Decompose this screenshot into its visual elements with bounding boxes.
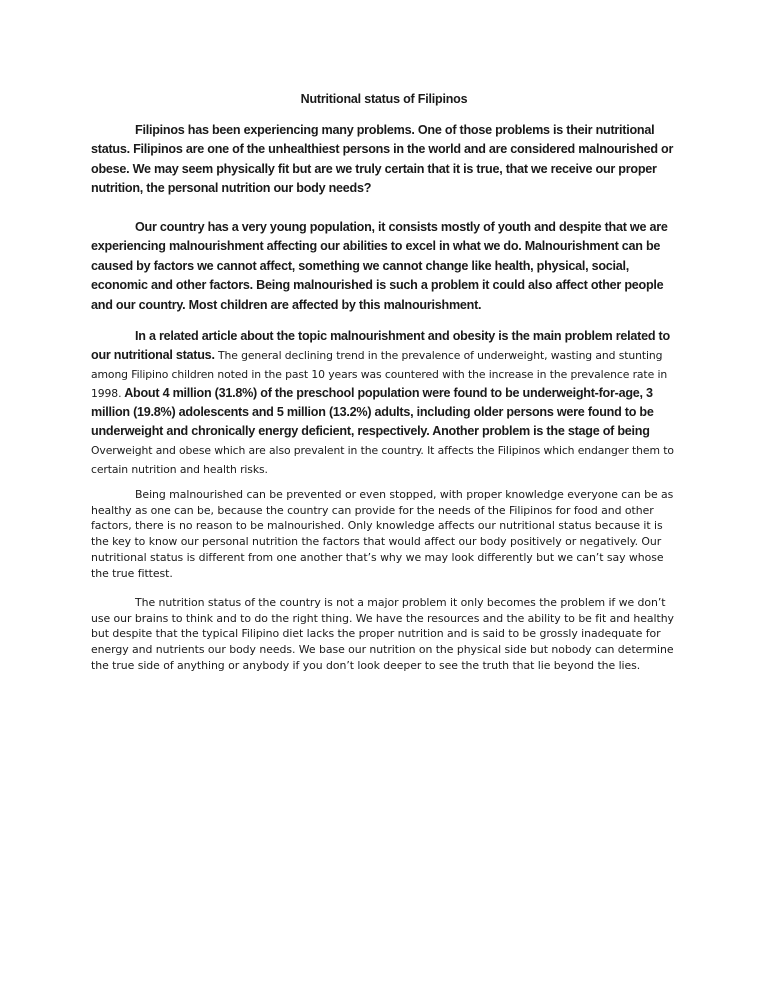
paragraph-2: Our country has a very young population, it consists mostly of youth and despite that we are experiencing malnourishment affecting our abilities to excel in what we do. Malnourishment can be caused by factors we cannot affect, something we cannot change like health, physical, social, economic and other factors. Being malnourished is such a problem it could also affect other people and our country. Most children are affected by this malnourishment.	[91, 220, 668, 312]
paragraph-4: Being malnourished can be prevented or even stopped, with proper knowledge everyone can be as healthy as one can be, because the country can provide for the needs of the Filipinos for food and other factors, there is no reason to be malnourished. Only knowledge affects our nutritional status because it is the key to know our personal nutrition the factors that would affect our body positively or negatively. Our nutritional status is different from one another that’s why we may look differently but we can’t say whose the true fittest.	[91, 488, 674, 580]
paragraph-3	[91, 327, 681, 479]
paragraph-3-bold-intro: In a related article about the topic malnourishment and obesity is the main problem related to our nutritional status.	[91, 329, 670, 362]
document-title: Nutritional status of Filipinos	[300, 92, 468, 106]
paragraph-5: The nutrition status of the country is not a major problem it only becomes the problem if we don’t use our brains to think and to do the right thing. We have the resources and the ability to be fit and healthy but despite that the typical Filipino diet lacks the proper nutrition and is said to be grossly inadequate for energy and nutrients our body needs. We base our nutrition on the physical side but nobody can determine the true side of anything or anybody if you don’t look deeper to see the truth that lie beyond the lies.	[91, 596, 674, 672]
paragraph-3-plain-ending: Overweight and obese which are also prevalent in the country. It affects the Filipinos which endanger them to certain nutrition and health risks.	[91, 444, 674, 476]
paragraph-3-bold-figures: About 4 million (31.8%) of the preschool population were found to be underweight-for-age, 3 million (19.8%) adolescents and 5 million (13.2%) adults, including older persons were found to be underweight and chronically energy deficient, respectively. Another problem is the stage of being	[91, 386, 654, 438]
paragraph-1: Filipinos has been experiencing many problems. One of those problems is their nutritional status. Filipinos are one of the unhealthiest persons in the world and are considered malnourished or obese. We may seem physically fit but are we truly certain that it is true, that we receive our proper nutrition, the personal nutrition our body needs?	[91, 123, 674, 196]
paragraph-3-plain-statistics: The general declining trend in the prevalence of underweight, wasting and stunting among Filipino children noted in the past 10 years was countered with the increase in the prevalence rate in 1998.	[91, 349, 668, 400]
